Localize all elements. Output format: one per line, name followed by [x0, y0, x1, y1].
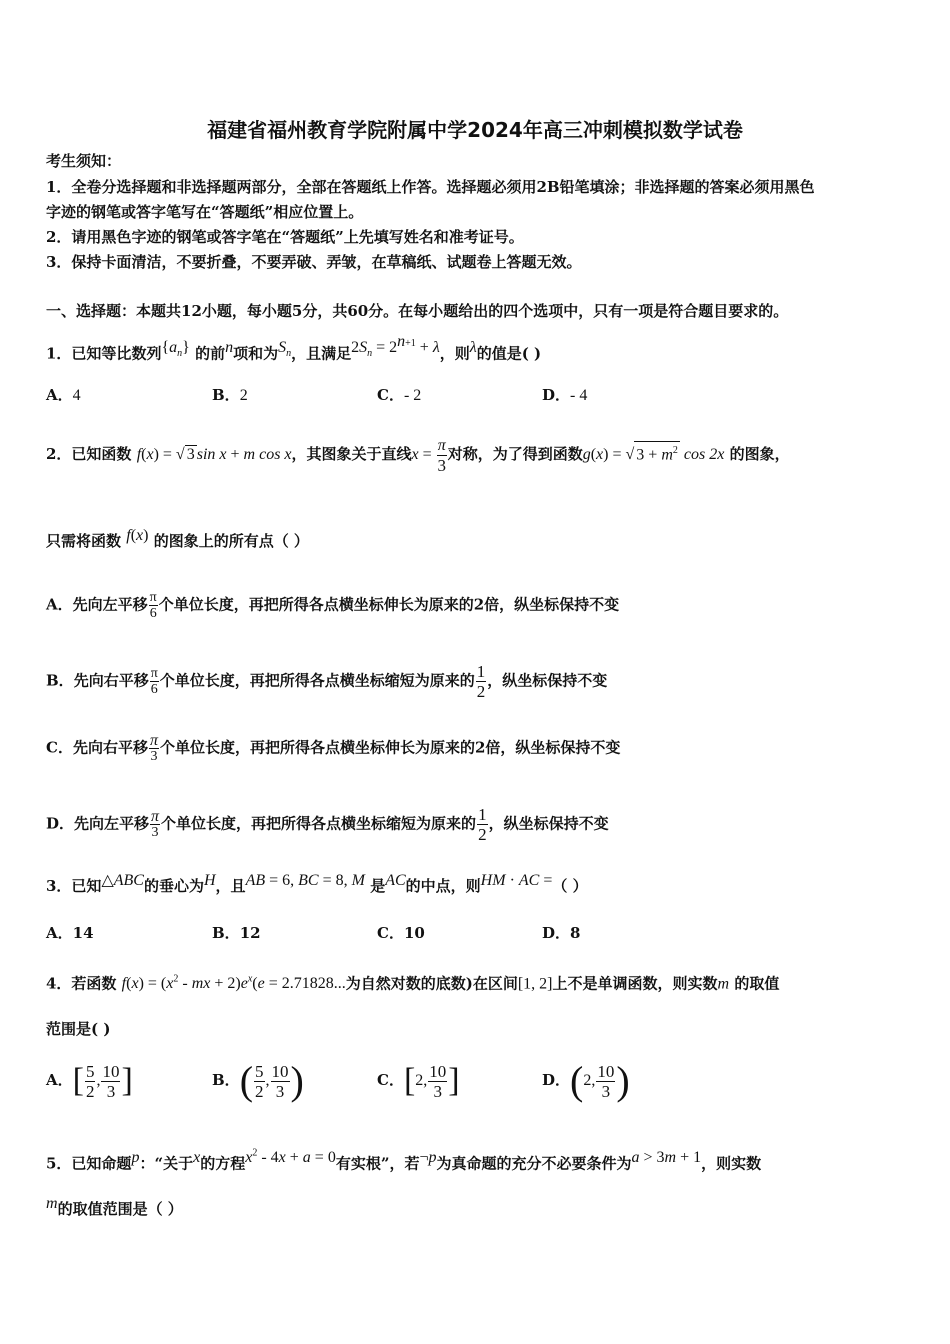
question-1	[46, 333, 542, 371]
q1-text-4: ，且满足	[291, 344, 352, 363]
q2-option-d[interactable]: D．先向左平移 $\frac{\pi}{3}$ 个单位长度，再把所得各点横坐标缩短为原来的 $\frac{1}{2}$ ，纵坐标保持不变	[46, 805, 609, 844]
question-4-line-1	[46, 970, 779, 994]
q1-text-1: 1．已知等比数列	[46, 344, 162, 363]
q1-option-c[interactable]: C．- 2	[377, 386, 422, 404]
q5-text-3: 的方程	[200, 1154, 246, 1173]
q3-math-lengths: AB = 6, BC = 8, M	[245, 872, 365, 889]
q3-math-ac: AC	[385, 872, 406, 889]
q5-math-equation: $x^2 - 4x + a = 0$	[245, 1148, 336, 1167]
q5-text-5: 为真命题的充分不必要条件为	[436, 1154, 632, 1173]
q3-math-h: H	[203, 872, 216, 889]
q4-option-b[interactable]: B．( $\frac{5}{2}$ , $\frac{10}{3}$ )	[212, 1058, 304, 1103]
q2-math-axis: x = $\frac{\pi}{3}$	[411, 437, 446, 475]
q3-text-3: ，且	[215, 877, 246, 895]
q4-text-4: 的取值	[734, 974, 780, 993]
q1-math-sequence: $\{a_n\}$	[161, 339, 190, 360]
q1-text-6: 的值是( )	[476, 344, 542, 363]
q1-math-sn: $S_n$	[278, 339, 292, 360]
q4-text-1: 4．若函数	[46, 974, 117, 993]
q2-math-g: g(x) = √ $3 + m^2$ cos 2x	[583, 446, 725, 463]
notice-item-3: 3．保持卡面清洁，不要折叠，不要弄破、弄皱，在草稿纸、试题卷上答题无效。	[46, 253, 582, 271]
q2-text-5: 只需将函数	[46, 532, 122, 550]
question-5-line-2	[46, 1195, 183, 1220]
q3-math-triangle: △ABC	[101, 872, 144, 889]
q2-math-fx: f(x)	[126, 527, 149, 544]
q4-option-a[interactable]: A．[ $\frac{5}{2}$ , $\frac{10}{3}$ ]	[46, 1061, 133, 1101]
q3-text-4: 是	[370, 877, 386, 895]
q4-math-interval: [1, 2]	[517, 975, 553, 993]
question-3	[46, 872, 588, 897]
q3-text-2: 的垂心为	[143, 877, 204, 895]
question-2-line-2	[46, 527, 309, 552]
q3-text-5: 的中点，则	[405, 877, 481, 895]
q3-option-b[interactable]: B．12	[212, 924, 261, 942]
q1-math-condition: $2S_n = 2^{n+1} + \lambda$	[351, 333, 440, 360]
notice-heading: 考生须知：	[46, 152, 122, 170]
q4-text-3: 上不是单调函数，则实数	[552, 974, 718, 993]
question-5-line-1	[46, 1150, 761, 1174]
q4-option-c[interactable]: C．[2, $\frac{10}{3}$ ]	[377, 1061, 460, 1101]
q1-option-d[interactable]: D．- 4	[542, 386, 588, 404]
page-title: 福建省福州教育学院附属中学2024年高三冲刺模拟数学试卷	[207, 118, 743, 142]
q3-option-a[interactable]: A．14	[46, 924, 94, 942]
q2-text-6: 的图象上的所有点（ ）	[153, 532, 309, 550]
q4-option-d[interactable]: D．(2, $\frac{10}{3}$ )	[542, 1058, 630, 1103]
q5-math-not-p: ¬p	[419, 1149, 437, 1167]
q1-option-a[interactable]: A．4	[46, 386, 81, 404]
q3-option-c[interactable]: C．10	[377, 924, 425, 942]
q2-option-a[interactable]: A．先向左平移 $\frac{\pi}{6}$ 个单位长度，再把所得各点横坐标伸长为原来的2倍，纵坐标保持不变	[46, 590, 620, 621]
q1-text-5: ，则	[439, 344, 470, 363]
q5-text-1: 5．已知命题	[46, 1154, 132, 1173]
q5-text-4: 有实根”，若	[335, 1154, 420, 1173]
q5-text-2: ：“关于	[139, 1154, 194, 1173]
q3-math-dot: HM · AC =	[480, 872, 553, 889]
notice-item-1-line-1: 1．全卷分选择题和非选择题两部分，全部在答题纸上作答。选择题必须用2B铅笔填涂；非选择题的答案必须用黑色	[46, 178, 815, 196]
q2-text-4: 的图象，	[729, 445, 790, 464]
q5-math-m: m	[46, 1195, 58, 1212]
q2-math-f: f(x) = √ 3 sin x + m cos x	[136, 446, 292, 464]
q5-math-condition: a > 3m + 1	[631, 1149, 702, 1167]
q5-text-6: ，则实数	[701, 1154, 762, 1173]
q2-text-3: 对称，为了得到函数	[447, 445, 583, 464]
q4-math-f: $f(x) = (x^2$ - mx + $2)e^x(e = 2.71828$...	[121, 974, 346, 993]
section-heading: 一、选择题：本题共12小题，每小题5分，共60分。在每小题给出的四个选项中，只有一项是符合题目要求的。	[46, 302, 789, 320]
q2-text-2: ，其图象关于直线	[291, 445, 412, 464]
notice-item-2: 2．请用黑色字迹的钢笔或答字笔在“答题纸”上先填写姓名和准考证号。	[46, 228, 524, 246]
q2-option-c[interactable]: C．先向右平移 $\frac{\pi}{3}$ 个单位长度，再把所得各点横坐标伸长为原来的2倍，纵坐标保持不变	[46, 732, 621, 764]
q3-text-1: 3．已知	[46, 877, 102, 895]
q2-option-b[interactable]: B．先向右平移 $\frac{\pi}{6}$ 个单位长度，再把所得各点横坐标缩短为原来的 $\frac{1}{2}$ ，纵坐标保持不变	[46, 662, 608, 701]
q5-math-x: x	[193, 1149, 201, 1167]
q3-option-d[interactable]: D．8	[542, 924, 581, 942]
q1-option-b[interactable]: B．2	[212, 386, 248, 404]
q5-text-7: 的取值范围是（ ）	[57, 1200, 183, 1218]
question-4-line-2: 范围是( )	[46, 1020, 111, 1038]
q2-text-1: 2．已知函数	[46, 445, 132, 464]
q1-math-lambda: λ	[469, 339, 477, 357]
notice-item-1-line-2: 字迹的钢笔或答字笔写在“答题纸”相应位置上。	[46, 203, 364, 221]
q4-text-2: 为自然对数的底数)在区间	[345, 974, 518, 993]
question-2-line-1	[46, 436, 790, 475]
q1-text-2: 的前	[195, 344, 226, 363]
q1-text-3: 项和为	[233, 344, 279, 363]
q3-text-6: （ ）	[552, 877, 588, 895]
q1-math-n: n	[225, 339, 234, 357]
q5-math-p: p	[131, 1149, 140, 1167]
q4-math-m: m	[717, 975, 730, 993]
